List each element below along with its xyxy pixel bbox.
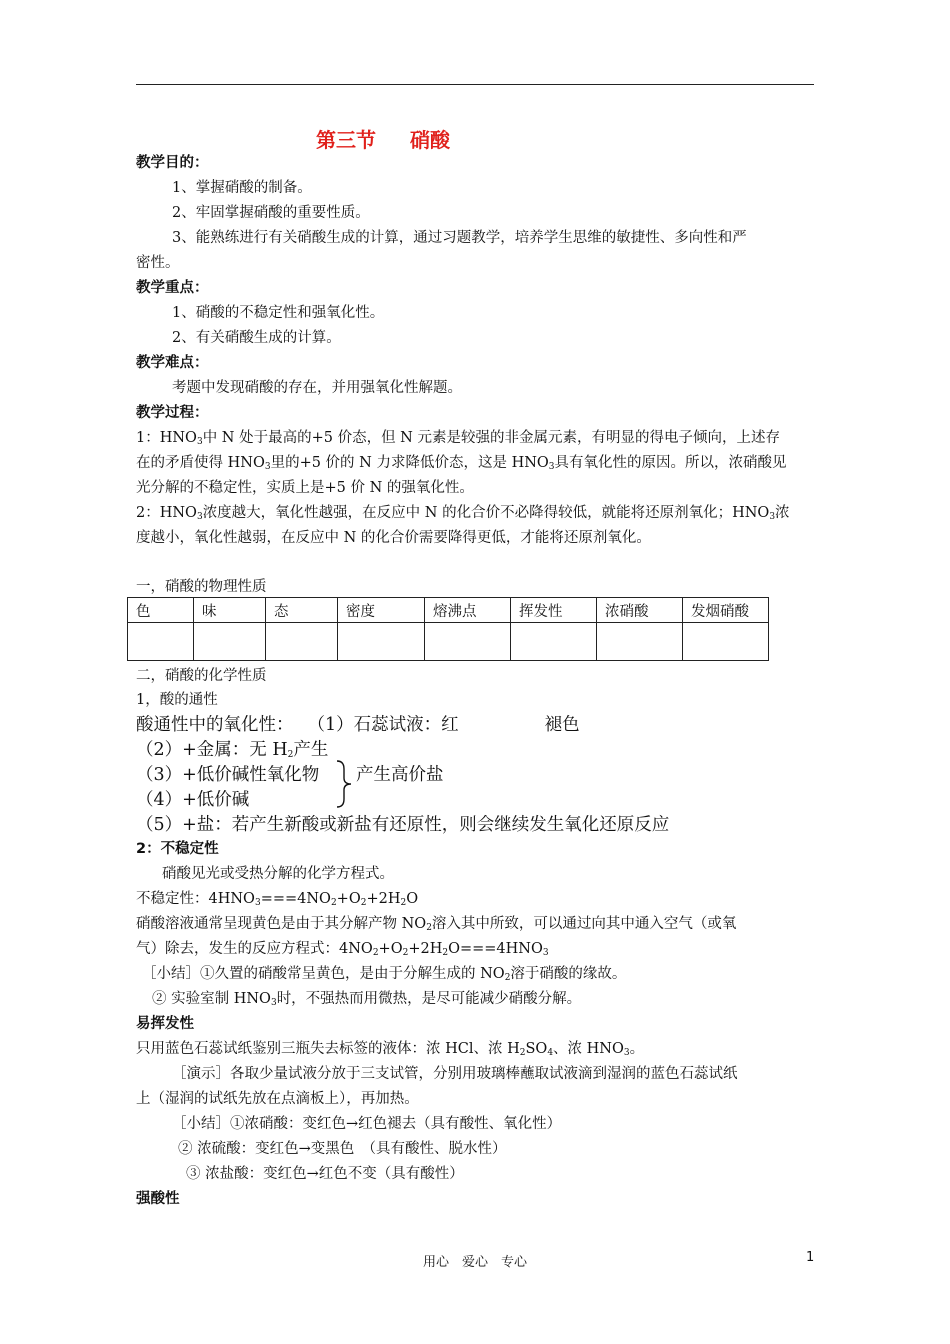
- process-heading: 教学过程：: [136, 405, 209, 421]
- yellow-color-text: 硝酸溶液通常呈现黄色是由于其分解产物 $NO_2$溶入其中所致，可以通过向其中通入空气（或氧: [136, 916, 737, 933]
- low-oxide-line: （3）+低价碱性氧化物: [136, 765, 320, 785]
- table-header-cell: 熔沸点: [425, 598, 511, 623]
- footer-text: 用心 爱心 专心: [422, 1255, 527, 1270]
- table-cell: [338, 623, 425, 661]
- difficulty-text: 考题中发现硝酸的存在，并用强氧化性解题。: [172, 380, 462, 396]
- yellow-color-text: 气）除去，发生的反应方程式：$4NO_2+O_2+2H_2O===4HNO_3$: [136, 941, 549, 958]
- page-title: [316, 124, 450, 153]
- table-header-cell: 浓硝酸: [597, 598, 683, 623]
- table-header-cell: 色: [128, 598, 194, 623]
- process-paragraph-2: 2：$HNO_3$浓度越大，氧化性越强，在反应中 N 的化合价不必降得较低，就能将还原剂氧化；$HNO_3$浓: [136, 505, 790, 522]
- process-paragraph-1: 1：$HNO_3$中 N 处于最高的+5 价态，但 N 元素是较强的非金属元素，有明显的得电子倾向，上述存: [136, 430, 780, 447]
- title-section: 第三节: [316, 128, 376, 152]
- table-header-cell: 挥发性: [511, 598, 597, 623]
- objective-item: 1、掌握硝酸的制备。: [172, 180, 312, 196]
- brace-icon: [334, 759, 356, 809]
- physical-heading: 一，硝酸的物理性质: [136, 579, 267, 595]
- table-header-cell: 发烟硝酸: [683, 598, 769, 623]
- table-header-cell: 味: [194, 598, 266, 623]
- volatility-summary: ［小结］①浓硝酸：变红色→红色褪去（具有酸性、氧化性）: [172, 1116, 562, 1132]
- decomposition-equation: 不稳定性：$4HNO_3===4NO_2+O_2+2H_2O$: [136, 891, 419, 908]
- table-header-row: [128, 598, 769, 623]
- difficulties-heading: 教学难点：: [136, 355, 209, 371]
- table-header-cell: 密度: [338, 598, 425, 623]
- chemical-heading: 二，硝酸的化学性质: [136, 668, 267, 684]
- objective-item-cont: 密性。: [136, 255, 180, 271]
- high-salt-label: 产生高价盐: [356, 765, 444, 785]
- volatility-summary: ② 浓硫酸：变红色→变黑色 （具有酸性、脱水性）: [178, 1141, 507, 1157]
- objectives-heading: 教学目的：: [136, 155, 209, 171]
- key-points-heading: 教学重点：: [136, 280, 209, 296]
- process-paragraph-1: 在的矛盾使得 $HNO_3$里的+5 价的 N 力求降低价态，这是 $HNO_3$具有氧化性的原因。所以，浓硝酸见: [136, 455, 787, 472]
- physical-properties-table: [127, 597, 769, 661]
- instability-summary: ［小结］①久置的硝酸常呈黄色，是由于分解生成的 $NO_2$溶于硝酸的缘故。: [142, 966, 627, 983]
- demo-text: ［演示］各取少量试液分放于三支试管，分别用玻璃棒蘸取试液滴到湿润的蓝色石蕊试纸: [172, 1066, 738, 1082]
- table-cell: [597, 623, 683, 661]
- key-point-item: 2、有关硝酸生成的计算。: [172, 330, 341, 346]
- strong-acid-heading: 强酸性: [136, 1191, 180, 1207]
- volatility-text: 只用蓝色石蕊试纸鉴别三瓶失去标签的液体：浓 HCl、浓 $H_2SO_4$、浓 $HNO_3$。: [136, 1041, 645, 1058]
- objective-item: 2、牢固掌握硝酸的重要性质。: [172, 205, 370, 221]
- table-cell: [128, 623, 194, 661]
- volatility-summary: ③ 浓盐酸：变红色→红色不变（具有酸性）: [186, 1166, 464, 1182]
- demo-text: 上（湿润的试纸先放在点滴板上），再加热。: [136, 1091, 419, 1107]
- objective-item: 3、能熟练进行有关硝酸生成的计算，通过习题教学，培养学生思维的敏捷性、多向性和严: [172, 230, 747, 246]
- acid-general-heading: 1，酸的通性: [136, 692, 218, 708]
- table-cell: [511, 623, 597, 661]
- table-cell: [266, 623, 338, 661]
- table-cell: [425, 623, 511, 661]
- process-paragraph-1: 光分解的不稳定性，实质上是+5 价 N 的强氧化性。: [136, 480, 474, 496]
- process-paragraph-2: 度越小，氧化性越弱，在反应中 N 的化合价需要降得更低，才能将还原剂氧化。: [136, 530, 651, 546]
- table-row: [128, 623, 769, 661]
- title-topic: 硝酸: [410, 128, 450, 152]
- key-point-item: 1、硝酸的不稳定性和强氧化性。: [172, 305, 385, 321]
- oxidizing-line: 酸通性中的氧化性： （1）石蕊试液：红 褪色: [136, 715, 580, 735]
- volatility-heading: 易挥发性: [136, 1016, 194, 1032]
- table-cell: [683, 623, 769, 661]
- instability-intro: 硝酸见光或受热分解的化学方程式。: [162, 866, 394, 882]
- header-rule: [136, 84, 814, 85]
- instability-heading: 2：不稳定性: [136, 841, 219, 857]
- metal-line: （2）+金属：无 $H_2$产生: [136, 740, 329, 760]
- table-header-cell: 态: [266, 598, 338, 623]
- salt-line: （5）+盐：若产生新酸或新盐有还原性，则会继续发生氧化还原反应: [136, 815, 670, 835]
- table-cell: [194, 623, 266, 661]
- instability-summary: ② 实验室制 $HNO_3$时，不强热而用微热，是尽可能减少硝酸分解。: [152, 991, 582, 1008]
- low-base-line: （4）+低价碱: [136, 790, 250, 810]
- page-number: 1: [806, 1250, 815, 1265]
